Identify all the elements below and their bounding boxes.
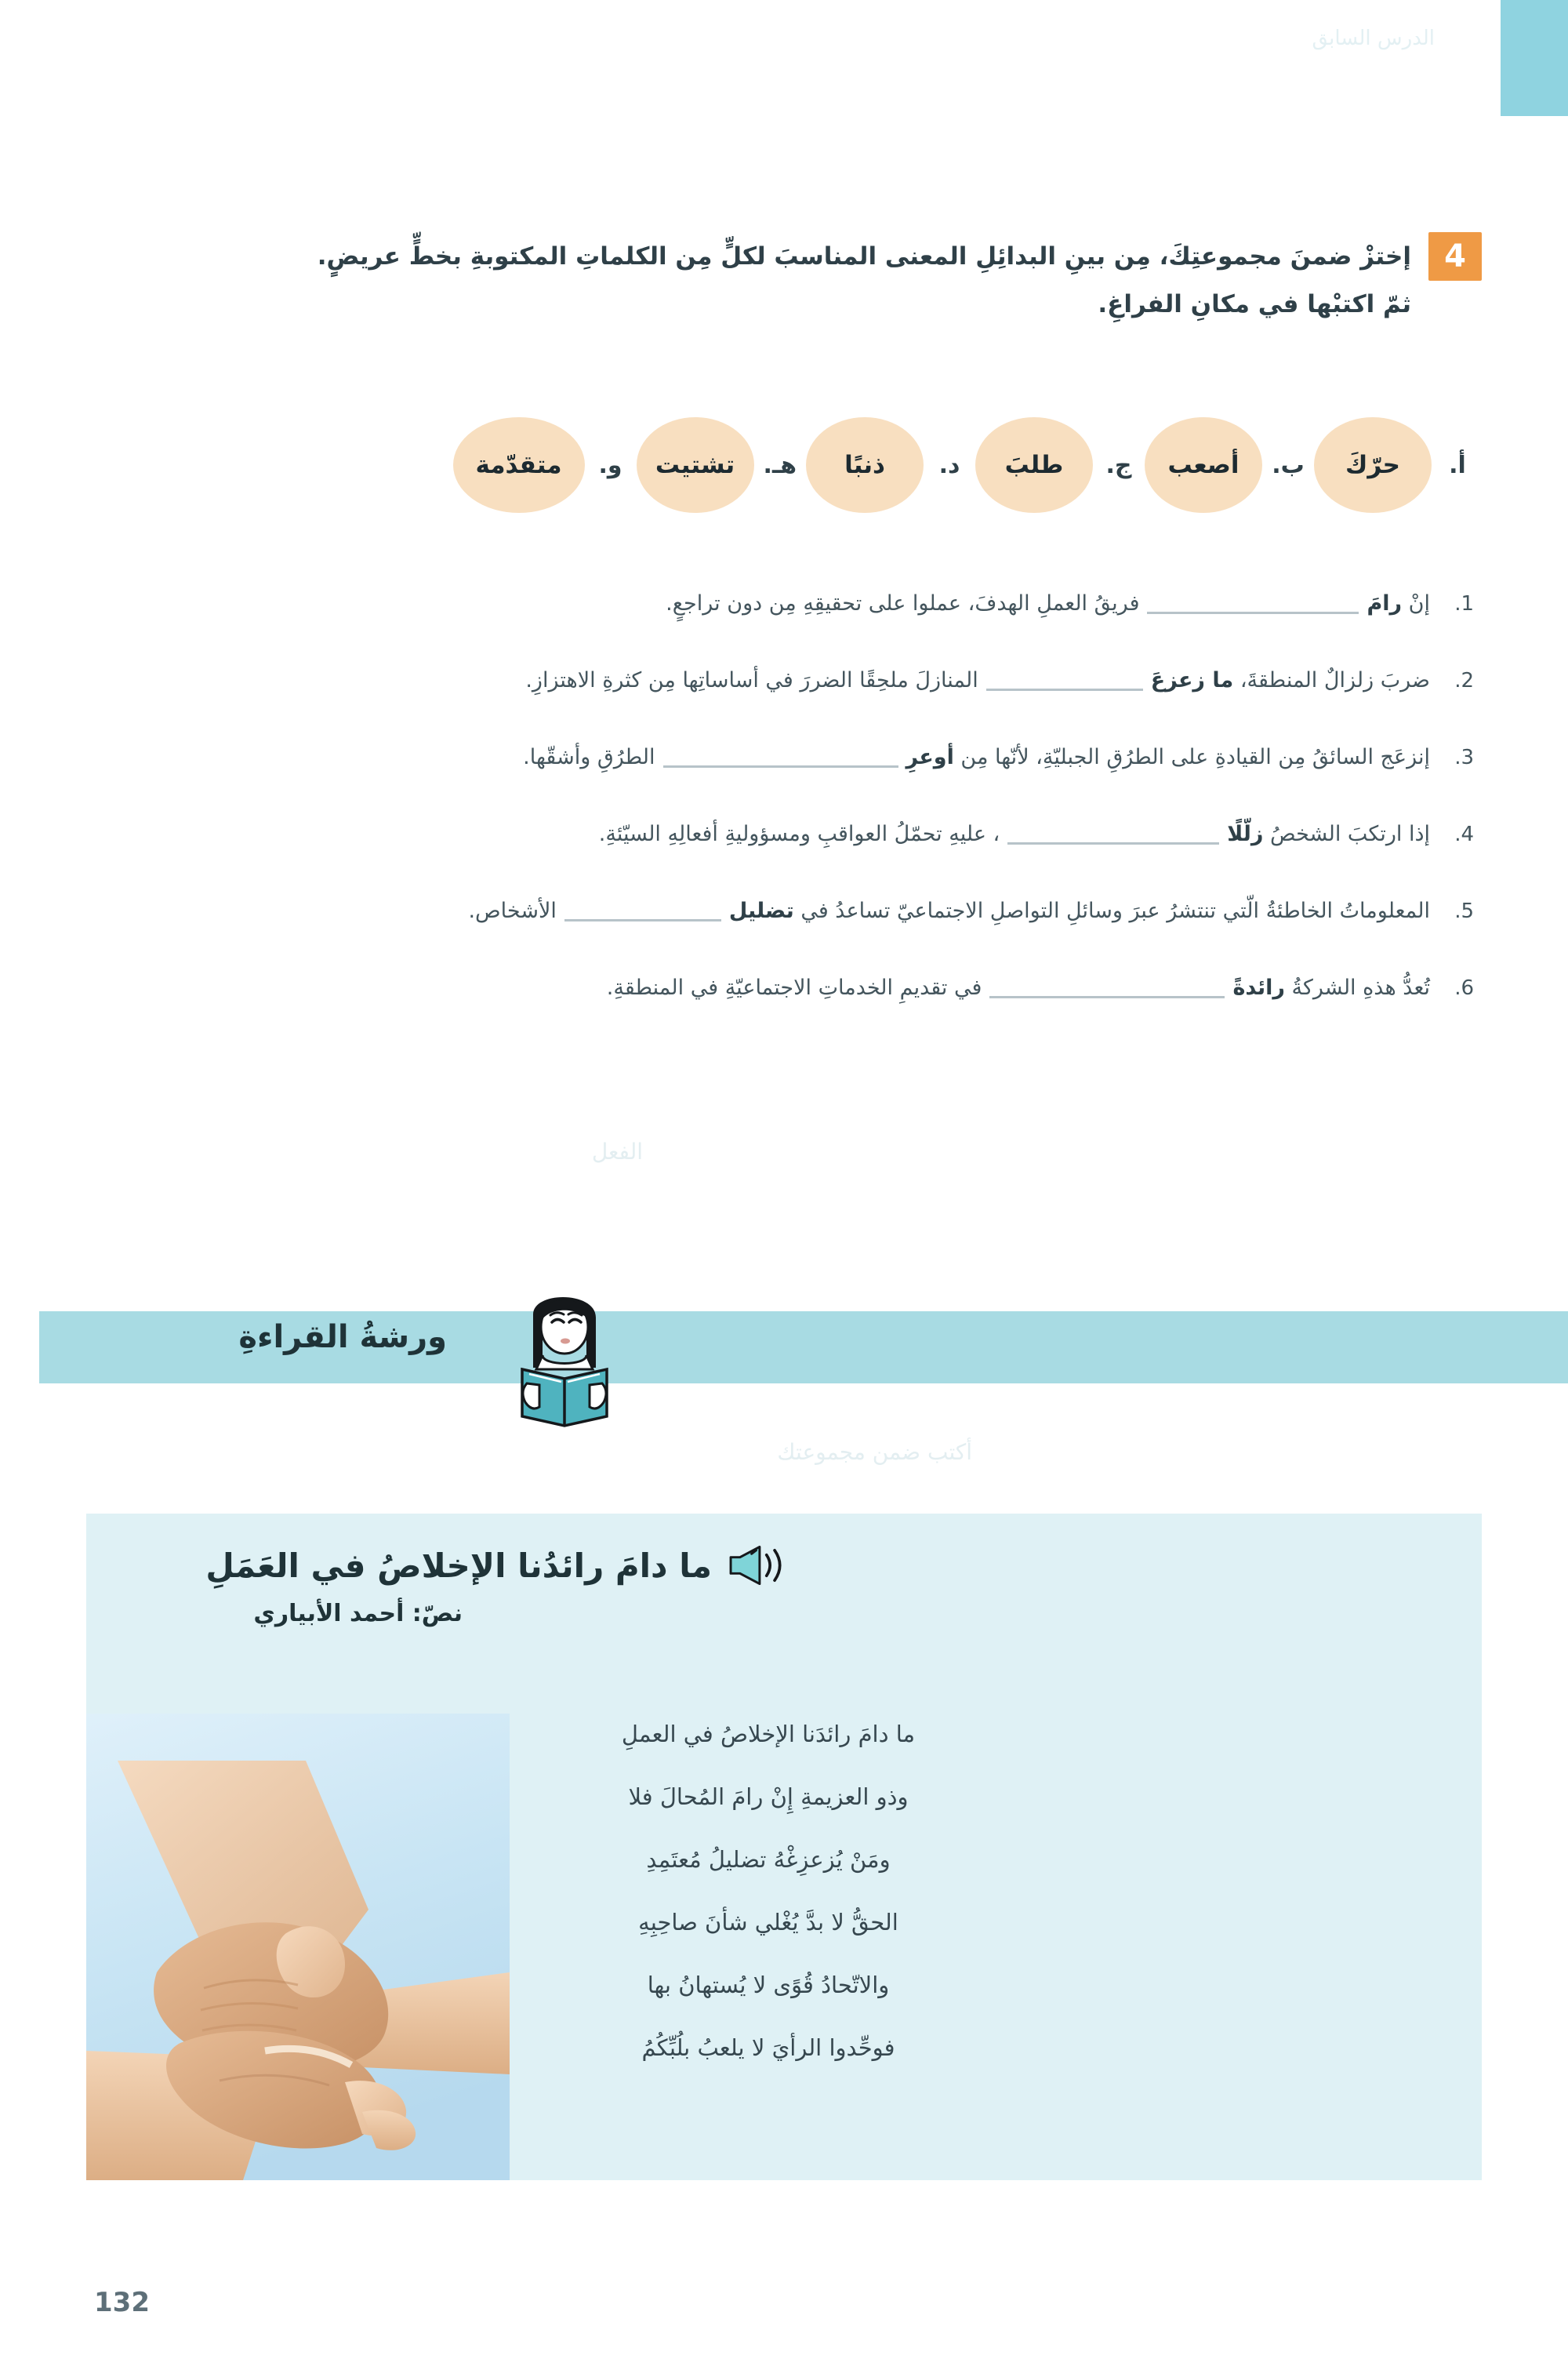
sentence-prefix: تُعدُّ هذهِ الشركةُ	[1284, 976, 1430, 1000]
fill-in-item	[94, 892, 1474, 931]
sentence-suffix: ، عليهِ تحمّلُ العواقبِ ومسؤوليةِ أفعالِهِ السيّئةِ.	[598, 822, 1000, 846]
answer-blank[interactable]	[986, 671, 1143, 691]
item-sentence	[94, 815, 1430, 854]
fill-in-item	[94, 661, 1474, 700]
exercise-number-badge: 4	[1428, 232, 1482, 281]
exercise-instruction-line-1: إختزْ ضمنَ مجموعتِكَ، مِن بينِ البدائِلِ المعنى المناسبَ لكلٍّ مِن الكلماتِ المكتوبةِ بخطٍّ عريضٍ.	[317, 242, 1411, 271]
answer-blank[interactable]	[663, 748, 898, 768]
reading-girl-icon	[486, 1274, 643, 1430]
verse-right-1: ما دامَ رائدَنا الإخلاصُ في العملِ	[621, 1721, 916, 1747]
fill-in-item	[94, 584, 1474, 623]
fill-in-item	[94, 969, 1474, 1008]
choice-key: ج.	[1105, 451, 1132, 479]
item-number: 1.	[1454, 592, 1474, 616]
item-number: 3.	[1454, 746, 1474, 769]
choice-bubble[interactable]: تشتيت	[637, 417, 754, 513]
answer-blank[interactable]	[989, 979, 1225, 998]
target-word: أوعرِ	[906, 745, 954, 769]
poem-title-text: ما دامَ رائدُنا الإخلاصُ في العَمَلِ	[205, 1546, 712, 1585]
target-word: رامَ	[1367, 591, 1403, 616]
target-word: رائدةً	[1232, 976, 1285, 1000]
verse-right-3: ومَنْ يُزعزِغْهُ تضليلُ مُعتَمِدِ	[646, 1846, 891, 1873]
verse-right-2: وذو العزيمةِ إِنْ رامَ المُحالَ فلا	[628, 1783, 909, 1810]
choice-4[interactable]	[806, 417, 966, 513]
page-edge-strip-inner	[1446, 0, 1501, 78]
poem-title-row	[205, 1543, 784, 1587]
item-number: 6.	[1454, 976, 1474, 1000]
poem-author: نصّ: أحمد الأبياري	[253, 1600, 463, 1627]
sentence-suffix: فريقُ العملِ الهدفَ، عملوا على تحقيقِهِ مِن دون تراجعٍ.	[666, 591, 1140, 616]
sentence-prefix: إذا ارتكبَ الشخصُ	[1263, 822, 1430, 846]
target-word: تضليل	[728, 899, 794, 923]
answer-blank[interactable]	[564, 902, 721, 921]
verse-column-right	[533, 1717, 1004, 2064]
choice-bubble[interactable]: طلبَ	[975, 417, 1093, 513]
answer-blank[interactable]	[1147, 594, 1359, 614]
sentence-suffix: الطرُقِ وأشقّها.	[523, 745, 655, 769]
sentence-prefix: إنْ	[1402, 591, 1430, 616]
fill-in-item	[94, 815, 1474, 854]
choice-6[interactable]	[453, 417, 627, 513]
choice-key: أ.	[1449, 451, 1466, 479]
item-sentence	[94, 738, 1430, 777]
sentence-prefix: ضربَ زلزالٌ المنطقةَ،	[1233, 668, 1430, 692]
item-sentence	[94, 584, 1430, 623]
choice-bubble[interactable]: أصعب	[1145, 417, 1262, 513]
ghost-bleed-top: الدرس السابق	[1312, 27, 1435, 50]
choice-bubble[interactable]: ذنبًا	[806, 417, 924, 513]
sentence-suffix: الأشخاص.	[468, 899, 557, 923]
choice-key: و.	[598, 451, 622, 479]
clasped-hands-photo	[86, 1714, 510, 2180]
reading-workshop-title: ورشةُ القراءةِ	[238, 1319, 447, 1355]
choice-bubble[interactable]: حرّكَ	[1314, 417, 1432, 513]
choice-5[interactable]	[637, 417, 797, 513]
sentence-suffix: المنازلَ ملحِقًا الضررَ في أساساتِها مِن كثرةِ الاهتزازِ.	[525, 668, 978, 692]
target-word: ما زعزعَ	[1150, 668, 1234, 692]
ghost-bleed-mid: الفعل	[591, 1139, 643, 1165]
verse-right-4: الحقُّ لا بدَّ يُغْلي شأنَ صاحِبِهِ	[638, 1909, 898, 1936]
verse-right-6: فوحِّدوا الرأيَ لا يلعبُ بلُبِّكُمُ	[641, 2034, 895, 2061]
item-sentence	[94, 661, 1430, 700]
choice-bubble[interactable]: متقدّمة	[453, 417, 585, 513]
choice-key: د.	[938, 451, 960, 479]
sentence-prefix: إنزعَج السائقُ مِن القيادةِ على الطرُقِ الجبليّةِ، لأنّها مِن	[953, 745, 1430, 769]
choice-bubbles-row	[94, 414, 1474, 516]
item-number: 2.	[1454, 669, 1474, 692]
choice-3[interactable]	[975, 417, 1135, 513]
hands-illustration	[86, 1714, 510, 2180]
choice-2[interactable]	[1145, 417, 1305, 513]
item-sentence	[94, 969, 1430, 1008]
choice-key: هـ.	[763, 451, 797, 479]
speaker-icon[interactable]	[726, 1543, 784, 1587]
sentence-suffix: في تقديمِ الخدماتِ الاجتماعيّةِ في المنطقةِ.	[606, 976, 982, 1000]
item-number: 5.	[1454, 900, 1474, 923]
fill-in-item	[94, 738, 1474, 777]
choice-1[interactable]	[1314, 417, 1474, 513]
item-sentence	[94, 892, 1430, 931]
item-number: 4.	[1454, 823, 1474, 846]
verse-right-5: والاتّحادُ قُوًى لا يُستهانُ بها	[647, 1972, 890, 1998]
fill-in-items-list	[94, 584, 1474, 1045]
exercise-header	[133, 232, 1482, 281]
answer-blank[interactable]	[1007, 825, 1219, 845]
exercise-instruction-line-2: ثمّ اكتبْها في مكانِ الفراغِ.	[1098, 290, 1411, 318]
choice-key: ب.	[1272, 451, 1305, 479]
page-edge-strip	[1501, 0, 1568, 116]
sentence-prefix: المعلوماتُ الخاطئةُ الّتي تنتشرُ عبرَ وسائلِ التواصلِ الاجتماعيّ تساعدُ في	[793, 899, 1430, 923]
target-word: زلّلًا	[1227, 822, 1264, 846]
page-number: 132	[94, 2287, 150, 2318]
ghost-bleed-mid-2: أكتب ضمن مجموعتك	[777, 1439, 972, 1465]
